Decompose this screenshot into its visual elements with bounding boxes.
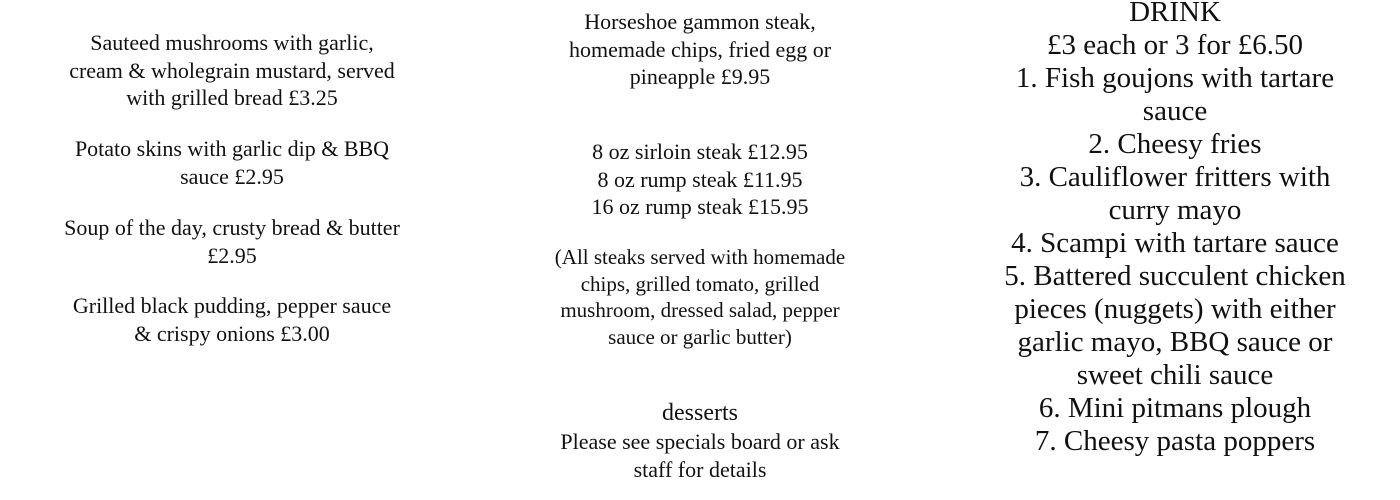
starter-item-mushrooms: Sauteed mushrooms with garlic, cream & wholegrain mustard, served with grilled bread £3.25 xyxy=(69,30,395,110)
steaks-list xyxy=(540,138,860,221)
desserts-text: Please see specials board or ask staff for details xyxy=(560,429,840,482)
offer-item: 5. Battered succulent chicken pieces (nuggets) with either garlic mayo, BBQ sauce or sweet chili sauce xyxy=(1004,260,1346,391)
desserts-title: desserts xyxy=(662,400,738,426)
steak-item: 8 oz rump steak £11.95 xyxy=(597,166,803,192)
starter-item-potato-skins: Potato skins with garlic dip & BBQ sauce £2.95 xyxy=(74,136,390,189)
offer-item: 2. Cheesy fries xyxy=(1088,128,1262,160)
steak-note: (All steaks served with homemade chips, grilled tomato, grilled mushroom, dressed salad, pepper sauce or garlic butter) xyxy=(554,245,846,349)
drink-title: DRINK xyxy=(1129,0,1221,28)
drink-price: £3 each or 3 for £6.50 xyxy=(1046,29,1304,61)
steak-item: 16 oz rump steak £15.95 xyxy=(591,194,809,219)
offer-item: 7. Cheesy pasta poppers xyxy=(1034,425,1316,457)
starter-item-soup: Soup of the day, crusty bread & butter £2.95 xyxy=(64,215,400,268)
offer-item: 3. Cauliflower fritters with curry mayo xyxy=(1019,161,1331,226)
offer-item: 4. Scampi with tartare sauce xyxy=(1011,227,1339,259)
steak-item: 8 oz sirloin steak £12.95 xyxy=(592,139,808,164)
gammon-item: Horseshoe gammon steak, homemade chips, fried egg or pineapple £9.95 xyxy=(568,9,832,89)
starter-item-black-pudding: Grilled black pudding, pepper sauce & crispy onions £3.00 xyxy=(72,293,392,346)
offer-item: 6. Mini pitmans plough xyxy=(1038,392,1312,424)
drink-offer-list xyxy=(995,62,1355,458)
offer-item: 1. Fish goujons with tartare sauce xyxy=(1015,62,1335,127)
